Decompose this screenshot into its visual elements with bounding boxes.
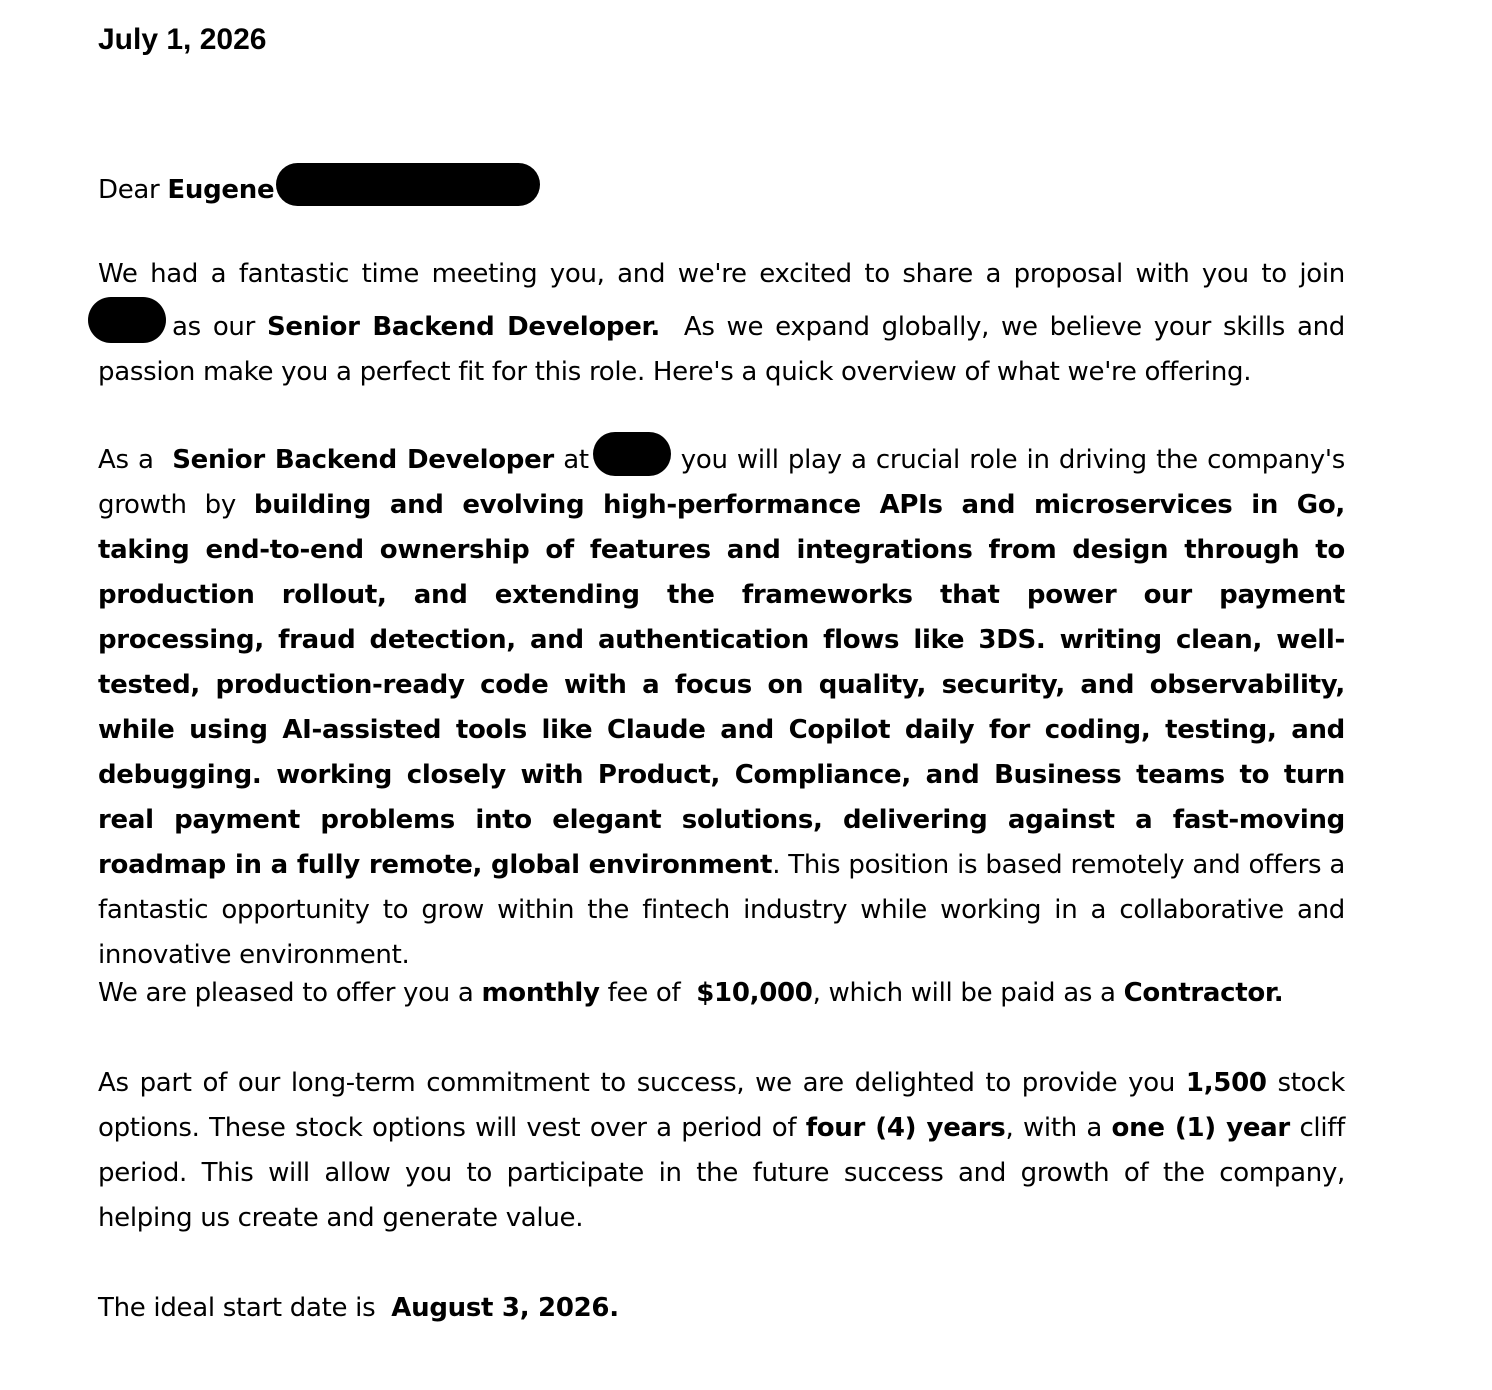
comp-text-3: , which will be paid as a bbox=[812, 978, 1116, 1008]
role-text-1: As a bbox=[98, 445, 154, 475]
start-date: August 3, 2026. bbox=[391, 1293, 619, 1323]
salutation: Dear bbox=[98, 175, 160, 205]
equity-paragraph bbox=[98, 1061, 1345, 1241]
role-text-2: at bbox=[563, 445, 589, 475]
role-paragraph bbox=[98, 432, 1345, 978]
intro-text-3: As we expand globally, we believe your skills and passion make you a perfect fit for this role. Here's a quick overview of what we're offering. bbox=[98, 312, 1345, 387]
role-title: Senior Backend Developer bbox=[172, 445, 554, 475]
letter-date: July 1, 2026 bbox=[98, 23, 267, 56]
intro-paragraph bbox=[98, 252, 1345, 395]
equity-text-4: cliff period. This will allow you to participate in the future success and growth of the company, helping us create and generate value. bbox=[98, 1113, 1345, 1233]
start-text: The ideal start date is bbox=[98, 1293, 376, 1323]
engagement-type: Contractor. bbox=[1123, 978, 1284, 1008]
stock-options-count: 1,500 bbox=[1185, 1068, 1267, 1098]
cliff-period: one (1) year bbox=[1111, 1113, 1290, 1143]
equity-text-1: As part of our long-term commitment to success, we are delighted to provide you bbox=[98, 1068, 1176, 1098]
redacted-last-name bbox=[276, 163, 540, 206]
pay-amount: $10,000 bbox=[696, 978, 813, 1008]
intro-text-2: as our bbox=[172, 312, 255, 342]
recipient-first-name: Eugene bbox=[167, 175, 275, 205]
role-text-3: you will play a crucial role in driving the company's growth by bbox=[98, 445, 1345, 520]
pay-frequency: monthly bbox=[481, 978, 600, 1008]
intro-text-1: We had a fantastic time meeting you, and we're excited to share a proposal with you to join bbox=[98, 259, 1345, 289]
comp-text-1: We are pleased to offer you a bbox=[98, 978, 474, 1008]
intro-role-title: Senior Backend Developer. bbox=[266, 312, 660, 342]
compensation-paragraph bbox=[98, 971, 1345, 1016]
start-date-paragraph bbox=[98, 1286, 1345, 1331]
redacted-company-name bbox=[88, 297, 166, 343]
redacted-company-name-2 bbox=[593, 432, 671, 476]
equity-text-2: stock options. These stock options will vest over a period of bbox=[98, 1068, 1346, 1143]
equity-text-3: , with a bbox=[1005, 1113, 1103, 1143]
comp-text-2: fee of bbox=[607, 978, 681, 1008]
role-text-4: . This position is based remotely and offers a fantastic opportunity to grow within the fintech industry while working in a collaborative and innovative environment. bbox=[98, 850, 1345, 970]
vesting-period: four (4) years bbox=[805, 1113, 1006, 1143]
greeting bbox=[98, 163, 1345, 213]
role-responsibilities: building and evolving high-performance APIs and microservices in Go, taking end-to-end ownership of features and integrations from design through to production rollout, and extending the frameworks that power our payment processing, fraud detection, and authentication flows like 3DS. writing clean, well-tested, production-ready code with a focus on quality, security, and observability, while using AI-assisted tools like Claude and Copilot daily for coding, testing, and debugging. working closely with Product, Compliance, and Business teams to turn real payment problems into elegant solutions, delivering against a fast-moving roadmap in a fully remote, global environment bbox=[98, 490, 1345, 880]
